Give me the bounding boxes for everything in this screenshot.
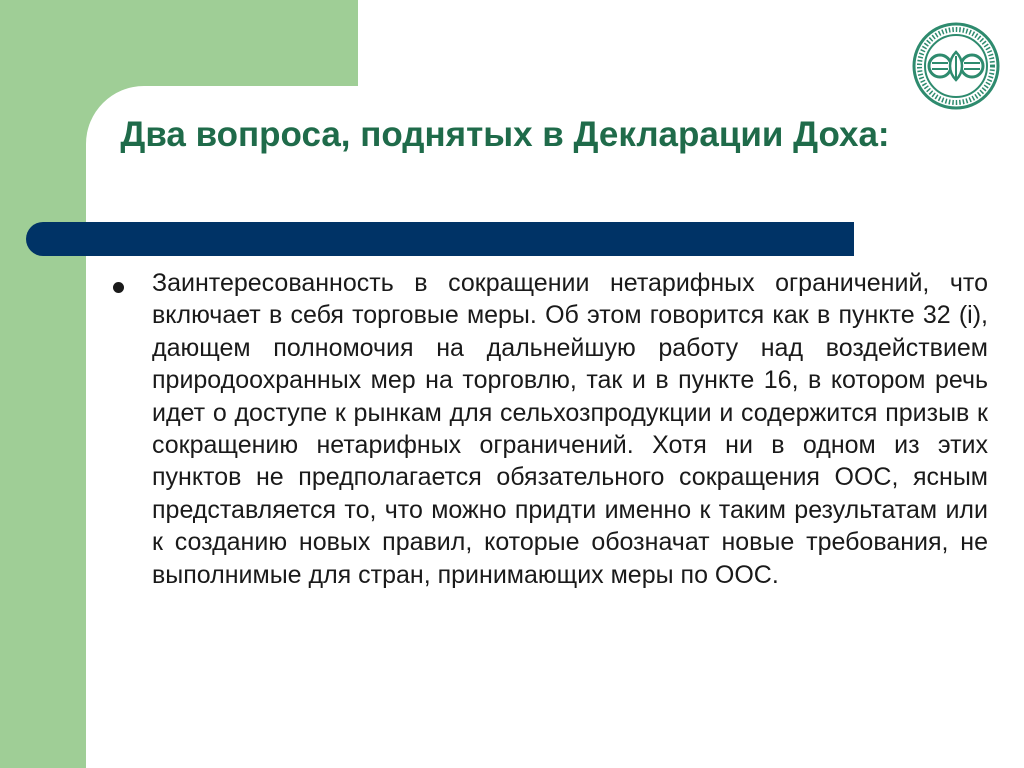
bullet-text: Заинтересованность в сокращении нетарифных ограничений, что включает в себя торговые меры. Об этом говорится как в пункте 32 (i), дающем полномочия на дальнейшую работу над воздействием природоохранных мер на торговлю, так и в пункте 16, в котором речь идет о доступе к рынкам для сельхозпродукции и содержится призыв к сокращению нетарифных ограничений. Хотя ни в одном из этих пунктов не предполагается обязательного сокращения ООС, ясным представляется то, что можно придти именно к таким результатам или к созданию новых правил, которые обозначат новые требования, не выполнимые для стран, принимающих меры по ООС.	[152, 269, 988, 589]
organization-seal-icon	[912, 22, 1000, 110]
bullet-marker	[113, 282, 124, 293]
title-underline-bar	[26, 222, 854, 256]
slide-title: Два вопроса, поднятых в Декларации Доха:	[120, 115, 890, 154]
